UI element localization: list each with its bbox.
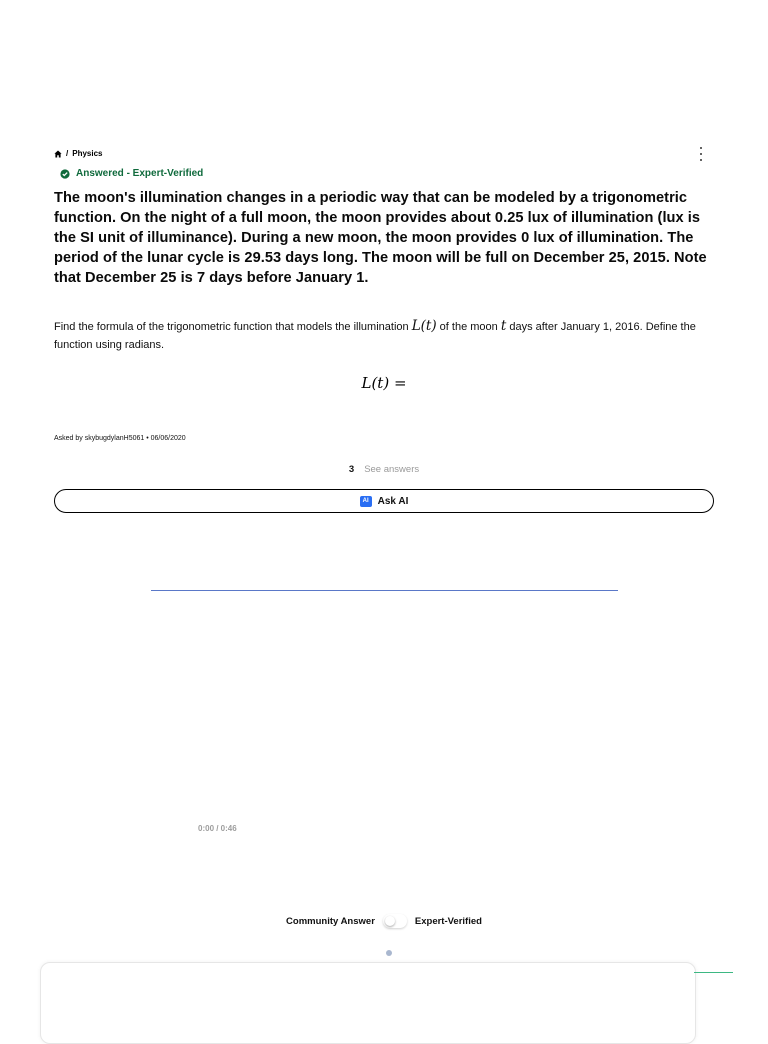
ask-ai-button[interactable] — [54, 489, 714, 513]
more-options-icon[interactable] — [696, 147, 706, 161]
asked-by: Asked by skybugdylanH5061 • 06/06/2020 — [54, 435, 186, 442]
answer-card — [40, 962, 696, 1044]
answer-toggle-switch[interactable] — [383, 914, 407, 928]
breadcrumb-separator: / — [66, 149, 69, 158]
answer-type-toggle — [0, 914, 768, 928]
ai-icon: AI — [360, 496, 372, 507]
breadcrumb-subject-link[interactable]: Physics — [72, 149, 103, 158]
accent-line — [694, 972, 733, 973]
math-expression: L(t) — [411, 318, 437, 334]
status-label: Answered - Expert-Verified — [76, 168, 204, 179]
formula: L(t) = — [361, 374, 407, 392]
expert-verified-label[interactable]: Expert-Verified — [414, 915, 482, 927]
community-answer-label[interactable]: Community Answer — [286, 915, 375, 927]
home-icon[interactable] — [54, 150, 62, 158]
answered-status-badge — [60, 168, 203, 179]
question-body — [54, 317, 722, 354]
see-answers-link[interactable]: See answers — [364, 464, 420, 475]
question-body-text: days after January 1, 2016. Define the function using radians. — [54, 321, 696, 351]
indicator-dot — [386, 950, 392, 956]
question-title: The moon's illumination changes in a periodic way that can be modeled by a trigonometric function. On the night of a full moon, the moon provides about 0.25 lux of illumination (lux is the SI unit of illuminance). During a new moon, the moon provides 0 lux of illumination. The period of the lunar cycle is 29.53 days long. The moon will be full on December 25, 2015. Note that December 25 is 7 days before January 1. — [54, 190, 707, 286]
ask-ai-label: Ask AI — [377, 495, 409, 507]
video-time: 0:00 / 0:46 — [198, 824, 237, 833]
breadcrumb — [54, 149, 102, 158]
check-circle-icon — [60, 169, 70, 179]
question-body-text: of the moon — [436, 321, 501, 333]
math-variable: t — [500, 318, 507, 334]
question-body-text: Find the formula of the trigonometric function that models the illumination — [54, 321, 412, 333]
toggle-knob — [385, 916, 395, 926]
answers-row — [0, 464, 768, 475]
divider — [151, 590, 618, 591]
answers-count: 3 — [348, 464, 355, 475]
